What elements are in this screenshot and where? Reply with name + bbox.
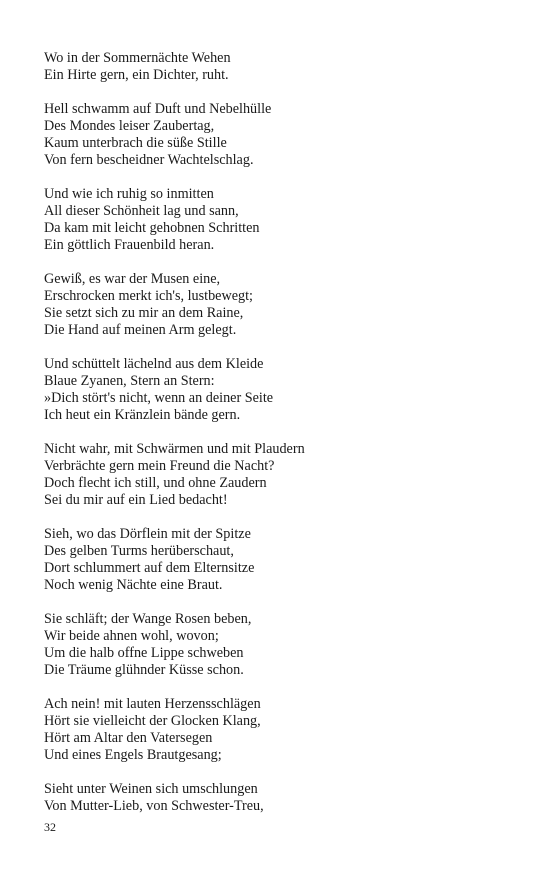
verse-line: Sieht unter Weinen sich umschlungen (44, 781, 258, 797)
stanza (44, 611, 524, 679)
verse-line: Sie schläft; der Wange Rosen beben, (44, 611, 252, 627)
verse-line: Sieh, wo das Dörflein mit der Spitze (44, 526, 251, 542)
page-number: 32 (44, 820, 56, 834)
verse-line: All dieser Schönheit lag und sann, (44, 203, 239, 219)
verse-line: Ich heut ein Kränzlein bände gern. (44, 407, 241, 423)
verse-line: Die Träume glühnder Küsse schon. (44, 662, 244, 678)
verse-line: Gewiß, es war der Musen eine, (44, 271, 221, 287)
verse-line: Erschrocken merkt ich's, lustbewegt; (44, 288, 254, 304)
verse-line: Und schüttelt lächelnd aus dem Kleide (44, 356, 264, 372)
verse-line: Hört sie vielleicht der Glocken Klang, (44, 713, 261, 729)
stanza (44, 186, 524, 254)
stanza (44, 781, 524, 815)
verse-line: Verbrächte gern mein Freund die Nacht? (44, 458, 275, 474)
verse-line: Sie setzt sich zu mir an dem Raine, (44, 305, 244, 321)
stanza (44, 101, 524, 169)
verse-line: Ein Hirte gern, ein Dichter, ruht. (44, 67, 229, 83)
poem-body (44, 50, 524, 832)
stanza (44, 441, 524, 509)
verse-line: Von fern bescheidner Wachtelschlag. (44, 152, 254, 168)
verse-line: Blaue Zyanen, Stern an Stern: (44, 373, 215, 389)
verse-line: Da kam mit leicht gehobnen Schritten (44, 220, 260, 236)
verse-line: Wir beide ahnen wohl, wovon; (44, 628, 219, 644)
verse-line: Hell schwamm auf Duft und Nebelhülle (44, 101, 272, 117)
verse-line: »Dich stört's nicht, wenn an deiner Seite (44, 390, 274, 406)
stanza (44, 526, 524, 594)
stanza (44, 271, 524, 339)
verse-line: Hört am Altar den Vatersegen (44, 730, 213, 746)
verse-line: Und wie ich ruhig so inmitten (44, 186, 214, 202)
verse-line: Ein göttlich Frauenbild heran. (44, 237, 215, 253)
verse-line: Dort schlummert auf dem Elternsitze (44, 560, 255, 576)
verse-line: Des gelben Turms herüberschaut, (44, 543, 234, 559)
verse-line: Noch wenig Nächte eine Braut. (44, 577, 223, 593)
verse-line: Wo in der Sommernächte Wehen (44, 50, 231, 66)
verse-line: Von Mutter-Lieb, von Schwester-Treu, (44, 798, 264, 814)
stanza (44, 356, 524, 424)
verse-line: Und eines Engels Brautgesang; (44, 747, 222, 763)
verse-line: Doch flecht ich still, und ohne Zaudern (44, 475, 267, 491)
verse-line: Kaum unterbrach die süße Stille (44, 135, 227, 151)
verse-line: Des Mondes leiser Zaubertag, (44, 118, 215, 134)
verse-line: Nicht wahr, mit Schwärmen und mit Plaudern (44, 441, 305, 457)
verse-line: Ach nein! mit lauten Herzensschlägen (44, 696, 261, 712)
stanza (44, 696, 524, 764)
verse-line: Die Hand auf meinen Arm gelegt. (44, 322, 237, 338)
verse-line: Sei du mir auf ein Lied bedacht! (44, 492, 228, 508)
verse-line: Um die halb offne Lippe schweben (44, 645, 244, 661)
stanza (44, 50, 524, 84)
